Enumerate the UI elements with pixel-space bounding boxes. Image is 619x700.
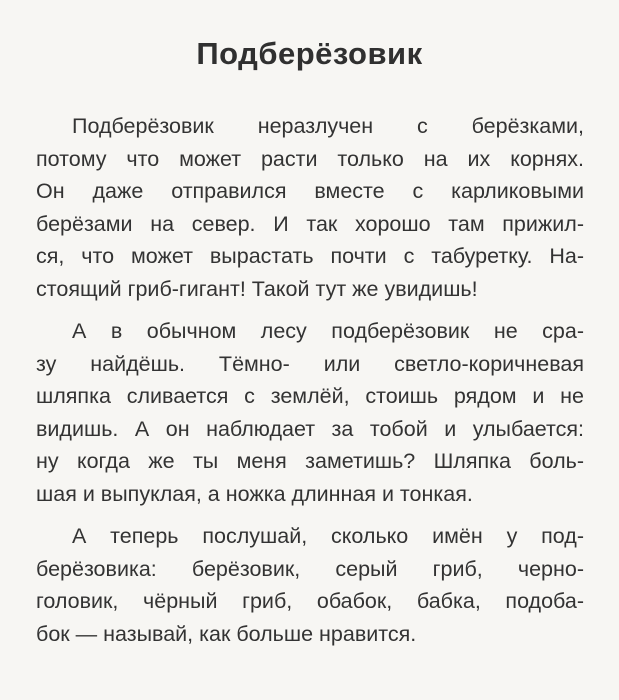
article-body [36, 110, 584, 650]
text-line: берёзами на север. И так хорошо там прижил- [36, 211, 584, 236]
text-line: А теперь послушай, сколько имён у под- [72, 524, 584, 548]
text-line: стоящий гриб-гигант! Такой тут же увидишь! [36, 276, 478, 301]
text-line: ся, что может вырастать почти с табуретку. На- [36, 244, 584, 268]
text-line: зу найдёшь. Тёмно- или светло-коричневая [36, 351, 584, 376]
text-line: ну когда же ты меня заметишь? Шляпка боль- [36, 449, 584, 473]
text-line: Он даже отправился вместе с карликовыми [36, 179, 584, 203]
text-line: видишь. А он наблюдает за тобой и улыбается: [36, 416, 584, 441]
text-line: берёзовика: берёзовик, серый гриб, черно- [36, 556, 584, 581]
text-line: Подберёзовик неразлучен с берёзками, [72, 114, 584, 138]
text-line: А в обычном лесу подберёзовик не сра- [72, 319, 584, 343]
text-line: шая и выпуклая, а ножка длинная и тонкая. [36, 481, 473, 506]
text-line: бок — называй, как больше нравится. [36, 621, 417, 646]
paragraph-2 [36, 315, 584, 510]
text-line: шляпка сливается с землёй, стоишь рядом и не [36, 384, 584, 408]
text-line: головик, чёрный гриб, обабок, бабка, подоба- [36, 589, 584, 613]
paragraph-1 [36, 110, 584, 305]
paragraph-3 [36, 520, 584, 650]
page-title: Подберёзовик [196, 36, 423, 71]
text-line: потому что может расти только на их корнях. [36, 146, 584, 171]
